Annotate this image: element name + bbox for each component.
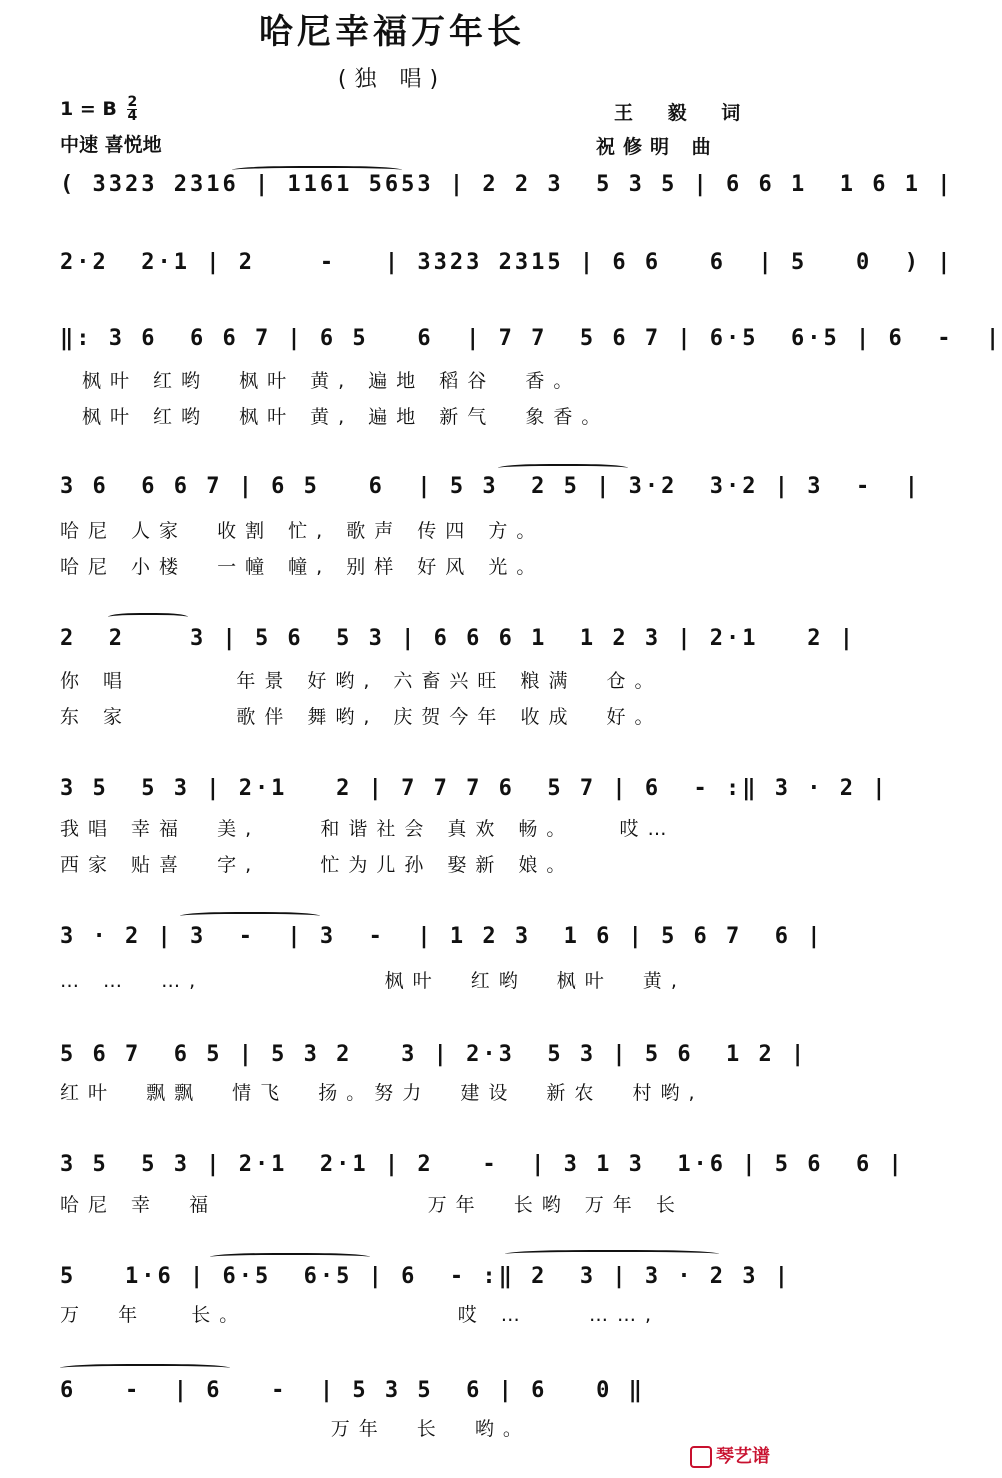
notation-line: 2·2 2·1 | 2 - | 3323 2315 | 6 6 6 | 5 0 ) | (60, 250, 954, 275)
watermark-logo (690, 1442, 770, 1468)
key-label: 1 = B (60, 98, 117, 120)
staff-row-3 (0, 320, 1002, 372)
tempo-marking: 中速 喜悦地 (60, 134, 162, 156)
notation-line: 6 - | 6 - | 5 3 5 6 | 6 0 ‖ (60, 1378, 645, 1403)
lyricist-credit: 王 毅 词 (614, 102, 755, 124)
time-signature (127, 96, 137, 123)
lyric-line: 万 年 长。 哎 … ……, (60, 1304, 660, 1326)
lyric-verse-2: 枫叶 红哟 枫叶 黄, 遍地 新气 象香。 (82, 406, 610, 428)
lyric-verse-1: 枫叶 红哟 枫叶 黄, 遍地 稻谷 香。 (82, 370, 582, 392)
slur-mark (498, 464, 628, 474)
slur-mark (232, 166, 402, 176)
lyric-verse-1: 你 唱 年景 好哟, 六畜兴旺 粮满 仓。 (60, 670, 663, 692)
lyric-line: 哈尼 幸 福 万年 长哟 万年 长 (60, 1194, 684, 1216)
song-title: 哈尼幸福万年长 (259, 12, 525, 52)
notation-line: 3 5 5 3 | 2·1 2·1 | 2 - | 3 1 3 1·6 | 5 6 6 | (60, 1152, 905, 1177)
time-signature-top: 2 (127, 94, 138, 110)
notation-line: ( 3323 2316 | 1161 5653 | 2 2 3 5 3 5 | 6 6 1 1 6 1 | (60, 172, 954, 197)
staff-row-5 (0, 620, 857, 672)
staff-row-2 (0, 244, 954, 296)
slur-mark (210, 1253, 370, 1263)
composer-credit: 祝修明 曲 (596, 136, 719, 158)
notation-line: 3 5 5 3 | 2·1 2 | 7 7 7 6 5 7 | 6 - :‖ 3 · 2 | (60, 776, 889, 801)
slur-mark (60, 1364, 230, 1374)
lyric-verse-1: 我唱 幸福 美, 和谐社会 真欢 畅。 哎… (60, 818, 676, 840)
lyric-verse-2: 东 家 歌伴 舞哟, 庆贺今年 收成 好。 (60, 706, 663, 728)
watermark-text: 琴艺谱 (716, 1446, 770, 1467)
slur-mark (108, 613, 188, 623)
slur-mark (505, 1250, 719, 1260)
lyric-line: 红叶 飘飘 情飞 扬。努力 建设 新农 村哟, (60, 1082, 704, 1104)
time-signature-bottom: 4 (127, 108, 138, 124)
key-signature (60, 96, 137, 123)
lyric-line: 万年 长 哟。 (60, 1418, 531, 1440)
lyric-verse-2: 哈尼 小楼 一幢 幢, 别样 好风 光。 (60, 556, 545, 578)
slur-mark (180, 912, 320, 922)
notation-line: 2 2 3 | 5 6 5 3 | 6 6 6 1 1 2 3 | 2·1 2 | (60, 626, 857, 651)
staff-row-4 (0, 468, 921, 520)
notation-line: 5 1·6 | 6·5 6·5 | 6 - :‖ 2 3 | 3 · 2 3 | (60, 1264, 792, 1289)
song-subtitle: (独 唱) (337, 67, 447, 92)
logo-icon (690, 1446, 712, 1468)
lyric-verse-1: 哈尼 人家 收割 忙, 歌声 传四 方。 (60, 520, 545, 542)
staff-row-7 (0, 918, 824, 970)
notation-line: ‖: 3 6 6 6 7 | 6 5 6 | 7 7 5 6 7 | 6·5 6·5 | 6 - | (60, 326, 1002, 351)
lyric-line: … … …, 枫叶 红哟 枫叶 黄, (60, 970, 686, 992)
notation-line: 5 6 7 6 5 | 5 3 2 3 | 2·3 5 3 | 5 6 1 2 | (60, 1042, 808, 1067)
notation-line: 3 6 6 6 7 | 6 5 6 | 5 3 2 5 | 3·2 3·2 | 3 - | (60, 474, 921, 499)
notation-line: 3 · 2 | 3 - | 3 - | 1 2 3 1 6 | 5 6 7 6 | (60, 924, 824, 949)
lyric-verse-2: 西家 贴喜 字, 忙为儿孙 娶新 娘。 (60, 854, 575, 876)
